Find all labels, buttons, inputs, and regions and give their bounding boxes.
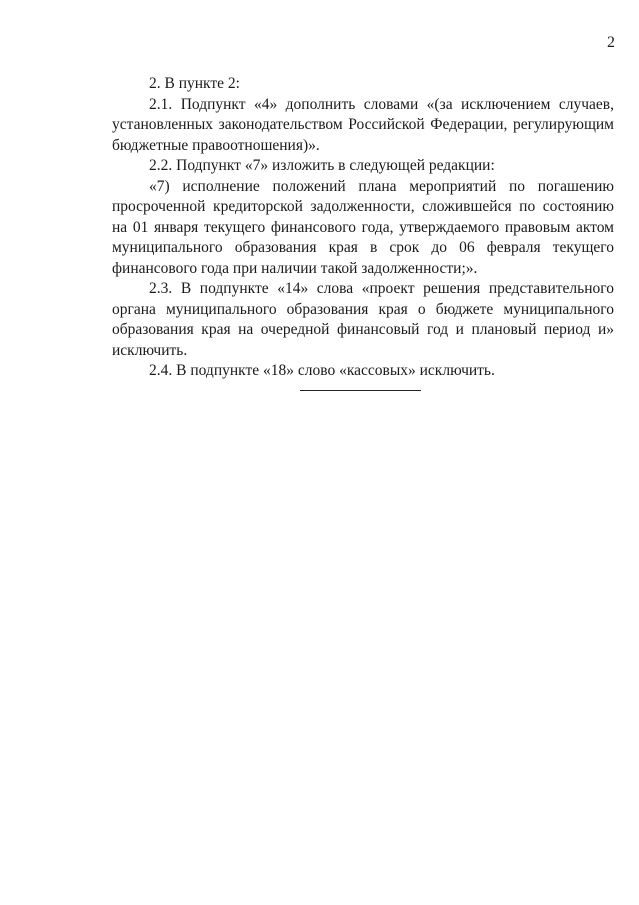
paragraph-subitem-2-1: 2.1. Подпункт «4» дополнить словами «(за исключением случаев, установленных законодательством Российской Федерации, регулирующим бюджетные правоотношения)». bbox=[112, 95, 614, 154]
paragraph-subitem-2-2: 2.2. Подпункт «7» изложить в следующей редакции: bbox=[149, 157, 495, 174]
paragraph-subitem-2-4: 2.4. В подпункте «18» слово «кассовых» исключить. bbox=[149, 362, 495, 379]
end-separator-line bbox=[300, 390, 421, 391]
paragraph-item-2-heading: 2. В пункте 2: bbox=[149, 75, 240, 92]
document-body bbox=[112, 74, 614, 382]
paragraph-subitem-7-text: «7) исполнение положений плана мероприятий по погашению просроченной кредиторской задолженности, сложившейся по состоянию на 01 января текущего финансового года, утверждаемого правовым актом муниципального образования края в срок до 06 февраля текущего финансового года при наличии такой задолженности;». bbox=[112, 177, 614, 277]
paragraph-subitem-2-3: 2.3. В подпункте «14» слова «проект решения представительного органа муниципального образования края о бюджете муниципального образования края на очередной финансовый год и плановый период и» исключить. bbox=[112, 280, 614, 359]
page-number: 2 bbox=[607, 34, 615, 51]
